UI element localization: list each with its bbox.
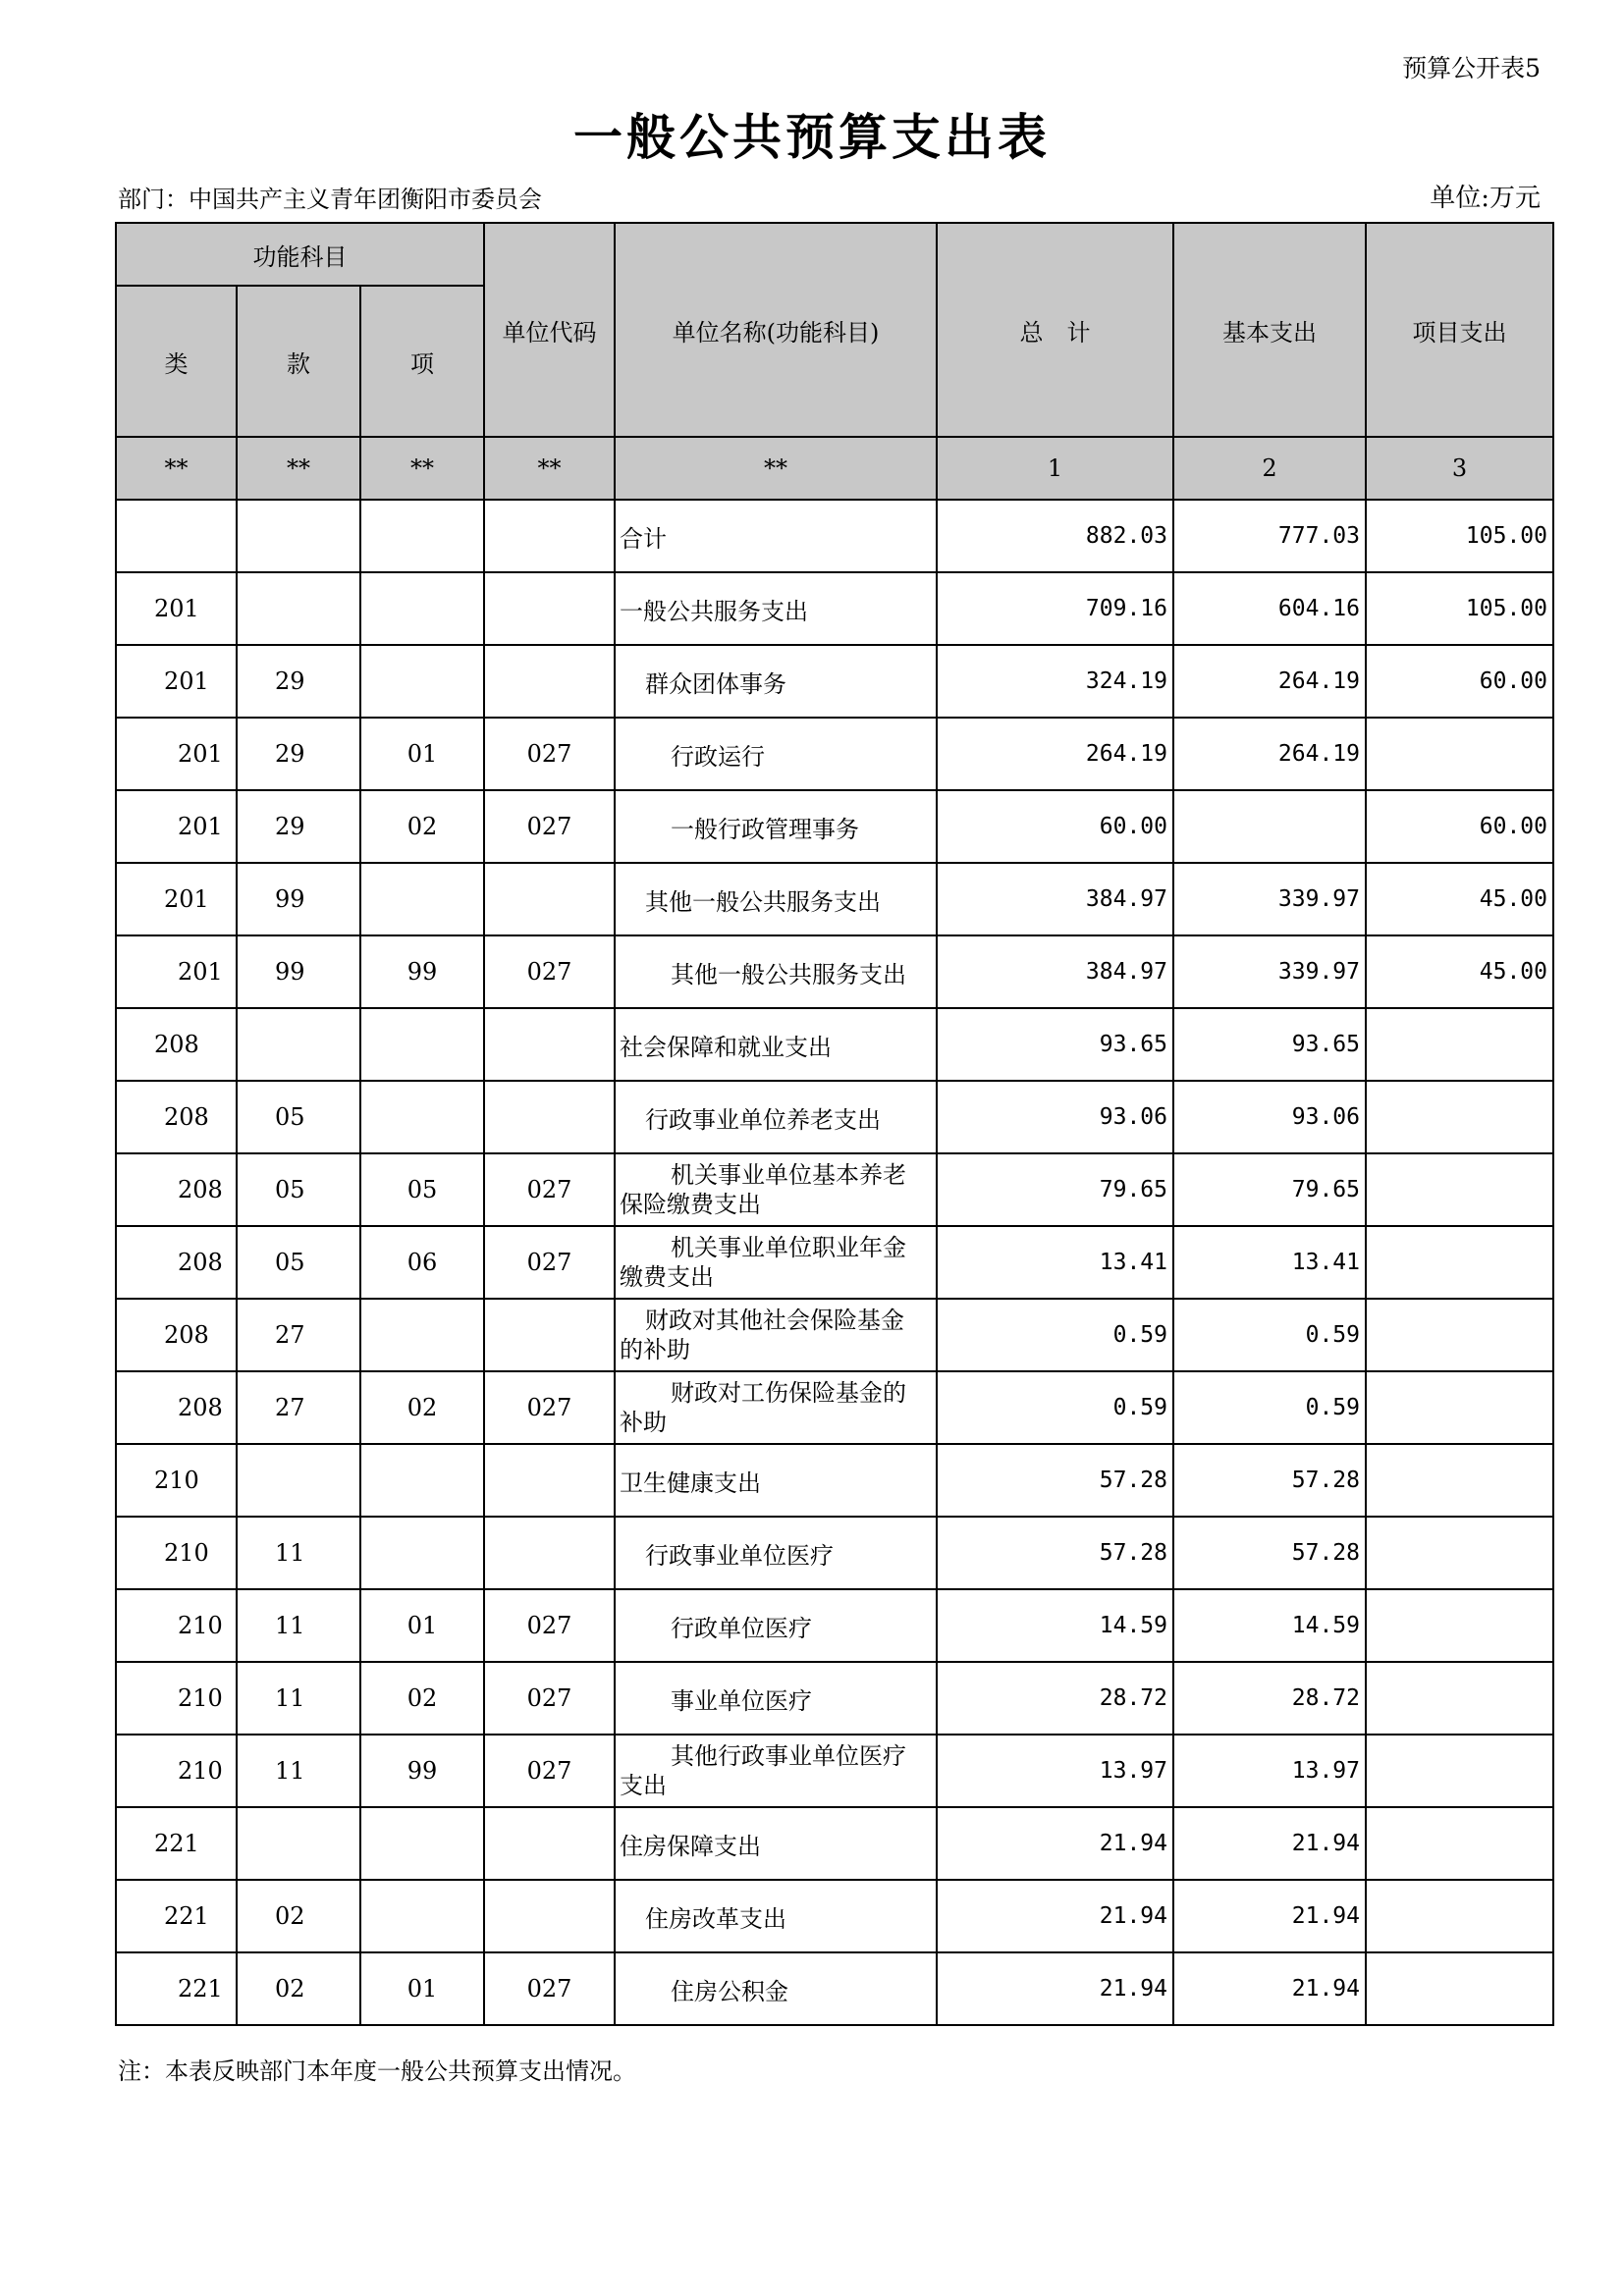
project-cell [1366, 718, 1553, 790]
unit-name-cell: 一般行政管理事务 [615, 790, 937, 863]
unit-code-cell [484, 1299, 615, 1371]
xiang-cell [360, 1444, 484, 1517]
total-cell: 264.19 [937, 718, 1173, 790]
footnote: 注：本表反映部门本年度一般公共预算支出情况。 [118, 2057, 636, 2085]
mark-cell: 2 [1173, 437, 1366, 500]
kuan-cell: 27 [237, 1371, 360, 1444]
total-cell: 60.00 [937, 790, 1173, 863]
page-title: 一般公共预算支出表 [573, 108, 1051, 166]
total-cell: 28.72 [937, 1662, 1173, 1735]
kuan-cell [237, 1008, 360, 1081]
kuan-cell: 11 [237, 1735, 360, 1807]
unit-code-cell: 027 [484, 1952, 615, 2025]
lei-cell: 201 [116, 935, 237, 1008]
unit-name-cell: 社会保障和就业支出 [615, 1008, 937, 1081]
total-cell: 384.97 [937, 863, 1173, 935]
unit-name-cell: 住房公积金 [615, 1952, 937, 2025]
xiang-cell [360, 1517, 484, 1589]
table-row [116, 1662, 1553, 1735]
project-cell [1366, 1008, 1553, 1081]
project-cell [1366, 1735, 1553, 1807]
basic-cell: 21.94 [1173, 1880, 1366, 1952]
total-cell: 21.94 [937, 1880, 1173, 1952]
total-cell: 57.28 [937, 1444, 1173, 1517]
unit-name-line: 缴费支出 [620, 1263, 714, 1291]
table-row [116, 863, 1553, 935]
unit-name-line: 财政对工伤保险基金的 [671, 1379, 906, 1407]
kuan-cell: 02 [237, 1880, 360, 1952]
unit-name-cell [615, 1299, 937, 1371]
basic-cell: 777.03 [1173, 500, 1366, 572]
unit-name-cell: 住房改革支出 [615, 1880, 937, 1952]
unit-name-cell: 合计 [615, 500, 937, 572]
kuan-cell: 02 [237, 1952, 360, 2025]
lei-cell: 210 [116, 1735, 237, 1807]
table-row [116, 1952, 1553, 2025]
unit-code-cell [484, 863, 615, 935]
project-cell: 60.00 [1366, 790, 1553, 863]
xiang-cell [360, 1807, 484, 1880]
unit-name-line: 补助 [620, 1409, 667, 1436]
department-label: 部门：中国共产主义青年团衡阳市委员会 [118, 186, 542, 213]
total-cell: 882.03 [937, 500, 1173, 572]
project-cell: 105.00 [1366, 572, 1553, 645]
table-row [116, 1371, 1553, 1444]
lei-cell: 208 [116, 1226, 237, 1299]
table-row [116, 1153, 1553, 1226]
table-row [116, 1444, 1553, 1517]
unit-code-cell: 027 [484, 1226, 615, 1299]
project-cell [1366, 1662, 1553, 1735]
unit-name-cell [615, 1226, 937, 1299]
mark-cell: ** [484, 437, 615, 500]
basic-cell: 339.97 [1173, 863, 1366, 935]
project-cell: 45.00 [1366, 935, 1553, 1008]
project-cell [1366, 1589, 1553, 1662]
basic-cell: 57.28 [1173, 1517, 1366, 1589]
lei-cell: 221 [116, 1952, 237, 2025]
total-cell: 324.19 [937, 645, 1173, 718]
table-row [116, 1008, 1553, 1081]
project-cell [1366, 1081, 1553, 1153]
table-row [116, 572, 1553, 645]
table-row [116, 718, 1553, 790]
unit-name-line: 机关事业单位基本养老 [671, 1161, 906, 1189]
xiang-cell: 01 [360, 1589, 484, 1662]
basic-cell: 264.19 [1173, 718, 1366, 790]
unit-name-cell: 行政单位医疗 [615, 1589, 937, 1662]
marks-row [116, 437, 1553, 500]
header-project: 项目支出 [1366, 223, 1553, 437]
xiang-cell [360, 1299, 484, 1371]
unit-code-cell: 027 [484, 1153, 615, 1226]
basic-cell: 264.19 [1173, 645, 1366, 718]
mark-cell: ** [237, 437, 360, 500]
header-basic: 基本支出 [1173, 223, 1366, 437]
xiang-cell: 02 [360, 1371, 484, 1444]
unit-code-cell [484, 572, 615, 645]
unit-name-cell: 群众团体事务 [615, 645, 937, 718]
table-row [116, 1517, 1553, 1589]
unit-name-line: 财政对其他社会保险基金 [645, 1307, 904, 1334]
total-cell: 384.97 [937, 935, 1173, 1008]
unit-code-cell [484, 1008, 615, 1081]
lei-cell: 208 [116, 1008, 237, 1081]
xiang-cell [360, 500, 484, 572]
total-cell: 0.59 [937, 1299, 1173, 1371]
xiang-cell: 01 [360, 718, 484, 790]
unit-code-cell [484, 1517, 615, 1589]
kuan-cell [237, 500, 360, 572]
total-cell: 0.59 [937, 1371, 1173, 1444]
mark-cell: ** [615, 437, 937, 500]
unit-code-cell: 027 [484, 790, 615, 863]
project-cell [1366, 1807, 1553, 1880]
unit-code-cell: 027 [484, 1589, 615, 1662]
unit-code-cell: 027 [484, 1662, 615, 1735]
basic-cell: 14.59 [1173, 1589, 1366, 1662]
kuan-cell: 11 [237, 1589, 360, 1662]
unit-code-cell [484, 500, 615, 572]
project-cell [1366, 1880, 1553, 1952]
table-number: 预算公开表5 [1402, 54, 1541, 82]
basic-cell: 93.06 [1173, 1081, 1366, 1153]
basic-cell: 57.28 [1173, 1444, 1366, 1517]
basic-cell: 21.94 [1173, 1807, 1366, 1880]
unit-name-cell: 行政事业单位养老支出 [615, 1081, 937, 1153]
unit-name-line: 的补助 [620, 1336, 690, 1363]
xiang-cell [360, 1880, 484, 1952]
total-cell: 709.16 [937, 572, 1173, 645]
table-row [116, 1081, 1553, 1153]
kuan-cell [237, 1807, 360, 1880]
xiang-cell: 02 [360, 790, 484, 863]
kuan-cell: 29 [237, 718, 360, 790]
table-row [116, 500, 1553, 572]
unit-code-cell [484, 1081, 615, 1153]
unit-code-cell [484, 1807, 615, 1880]
kuan-cell [237, 1444, 360, 1517]
lei-cell: 208 [116, 1153, 237, 1226]
lei-cell: 201 [116, 863, 237, 935]
mark-cell: 1 [937, 437, 1173, 500]
lei-cell: 221 [116, 1880, 237, 1952]
total-cell: 93.65 [937, 1008, 1173, 1081]
xiang-cell: 06 [360, 1226, 484, 1299]
kuan-cell: 99 [237, 863, 360, 935]
unit-name-cell: 其他一般公共服务支出 [615, 935, 937, 1008]
table-row [116, 935, 1553, 1008]
lei-cell: 210 [116, 1662, 237, 1735]
unit-name-cell [615, 1735, 937, 1807]
lei-cell: 201 [116, 645, 237, 718]
unit-code-cell [484, 645, 615, 718]
xiang-cell [360, 572, 484, 645]
kuan-cell: 05 [237, 1081, 360, 1153]
xiang-cell [360, 1008, 484, 1081]
total-cell: 21.94 [937, 1952, 1173, 2025]
total-cell: 14.59 [937, 1589, 1173, 1662]
total-cell: 21.94 [937, 1807, 1173, 1880]
lei-cell: 208 [116, 1299, 237, 1371]
kuan-cell: 11 [237, 1517, 360, 1589]
table-row [116, 1299, 1553, 1371]
unit-name-cell: 事业单位医疗 [615, 1662, 937, 1735]
lei-cell: 201 [116, 790, 237, 863]
header-xiang: 项 [360, 286, 484, 437]
total-cell: 13.41 [937, 1226, 1173, 1299]
table-row [116, 1226, 1553, 1299]
kuan-cell [237, 572, 360, 645]
kuan-cell: 29 [237, 645, 360, 718]
total-cell: 57.28 [937, 1517, 1173, 1589]
xiang-cell: 02 [360, 1662, 484, 1735]
basic-cell: 13.97 [1173, 1735, 1366, 1807]
unit-label: 单位:万元 [1430, 184, 1541, 213]
xiang-cell [360, 1081, 484, 1153]
xiang-cell [360, 645, 484, 718]
mark-cell: ** [116, 437, 237, 500]
table-row [116, 1880, 1553, 1952]
unit-name-cell: 一般公共服务支出 [615, 572, 937, 645]
header-total: 总 计 [937, 223, 1173, 437]
lei-cell: 210 [116, 1517, 237, 1589]
unit-name-cell: 卫生健康支出 [615, 1444, 937, 1517]
unit-name-cell [615, 1371, 937, 1444]
project-cell: 105.00 [1366, 500, 1553, 572]
unit-code-cell: 027 [484, 1371, 615, 1444]
kuan-cell: 05 [237, 1226, 360, 1299]
unit-name-cell: 行政运行 [615, 718, 937, 790]
kuan-cell: 27 [237, 1299, 360, 1371]
header-func-subject: 功能科目 [116, 223, 484, 286]
basic-cell: 0.59 [1173, 1299, 1366, 1371]
table-row [116, 1807, 1553, 1880]
mark-cell: ** [360, 437, 484, 500]
project-cell: 45.00 [1366, 863, 1553, 935]
lei-cell [116, 500, 237, 572]
project-cell [1366, 1517, 1553, 1589]
basic-cell: 604.16 [1173, 572, 1366, 645]
header-lei: 类 [116, 286, 237, 437]
kuan-cell: 11 [237, 1662, 360, 1735]
total-cell: 13.97 [937, 1735, 1173, 1807]
project-cell: 60.00 [1366, 645, 1553, 718]
table-row [116, 1589, 1553, 1662]
basic-cell: 0.59 [1173, 1371, 1366, 1444]
basic-cell: 339.97 [1173, 935, 1366, 1008]
project-cell [1366, 1444, 1553, 1517]
table-row [116, 1735, 1553, 1807]
unit-name-cell [615, 1153, 937, 1226]
lei-cell: 210 [116, 1589, 237, 1662]
lei-cell: 221 [116, 1807, 237, 1880]
kuan-cell: 05 [237, 1153, 360, 1226]
project-cell [1366, 1226, 1553, 1299]
total-cell: 79.65 [937, 1153, 1173, 1226]
lei-cell: 208 [116, 1081, 237, 1153]
mark-cell: 3 [1366, 437, 1553, 500]
table-body [116, 500, 1553, 2025]
basic-cell: 28.72 [1173, 1662, 1366, 1735]
project-cell [1366, 1153, 1553, 1226]
unit-name-line: 支出 [620, 1772, 667, 1799]
header-kuan: 款 [237, 286, 360, 437]
xiang-cell: 01 [360, 1952, 484, 2025]
unit-code-cell: 027 [484, 1735, 615, 1807]
basic-cell: 93.65 [1173, 1008, 1366, 1081]
lei-cell: 210 [116, 1444, 237, 1517]
unit-code-cell [484, 1444, 615, 1517]
header-unit-code: 单位代码 [484, 223, 615, 437]
xiang-cell: 99 [360, 935, 484, 1008]
basic-cell: 13.41 [1173, 1226, 1366, 1299]
project-cell [1366, 1371, 1553, 1444]
table-row [116, 645, 1553, 718]
unit-code-cell: 027 [484, 935, 615, 1008]
total-cell: 93.06 [937, 1081, 1173, 1153]
xiang-cell: 05 [360, 1153, 484, 1226]
lei-cell: 208 [116, 1371, 237, 1444]
xiang-cell [360, 863, 484, 935]
lei-cell: 201 [116, 718, 237, 790]
unit-name-line: 其他行政事业单位医疗 [671, 1742, 906, 1770]
kuan-cell: 99 [237, 935, 360, 1008]
table-row [116, 790, 1553, 863]
budget-expenditure-table [115, 222, 1554, 2026]
basic-cell: 21.94 [1173, 1952, 1366, 2025]
unit-name-line: 保险缴费支出 [620, 1191, 761, 1218]
unit-name-cell: 住房保障支出 [615, 1807, 937, 1880]
lei-cell: 201 [116, 572, 237, 645]
unit-code-cell [484, 1880, 615, 1952]
project-cell [1366, 1952, 1553, 2025]
unit-name-line: 机关事业单位职业年金 [671, 1234, 906, 1261]
basic-cell [1173, 790, 1366, 863]
unit-code-cell: 027 [484, 718, 615, 790]
xiang-cell: 99 [360, 1735, 484, 1807]
kuan-cell: 29 [237, 790, 360, 863]
project-cell [1366, 1299, 1553, 1371]
unit-name-cell: 其他一般公共服务支出 [615, 863, 937, 935]
basic-cell: 79.65 [1173, 1153, 1366, 1226]
unit-name-cell: 行政事业单位医疗 [615, 1517, 937, 1589]
header-unit-name: 单位名称(功能科目) [615, 223, 937, 437]
